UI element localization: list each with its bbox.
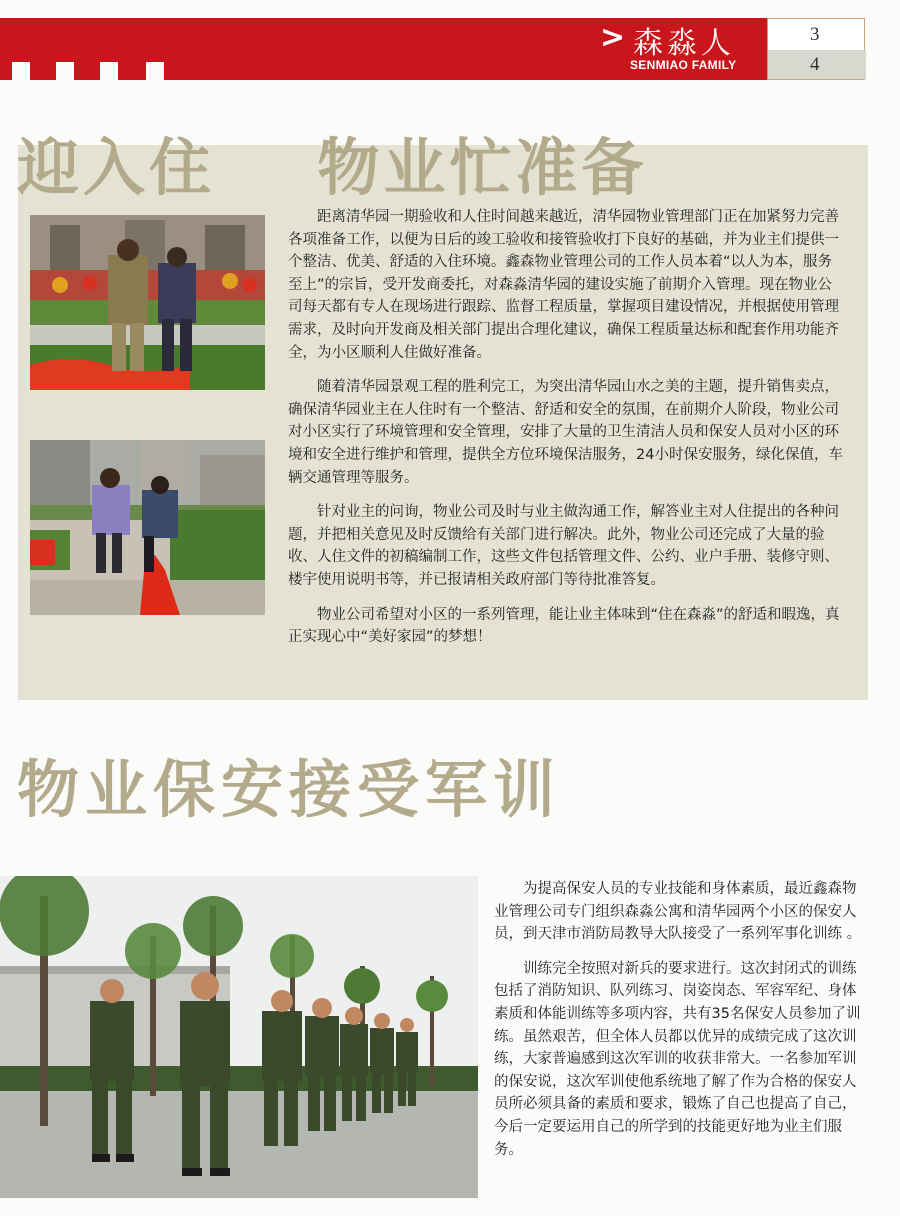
article2-paragraph: 训练完全按照对新兵的要求进行。这次封闭式的训练包括了消防知识、队列练习、岗姿岗态、军容军纪、身体素质和体能训练等多项内容，共有35名保安人员参加了训练。虽然艰苦，但全体人员都以优异的成绩完成了这次训练，大家普遍感到这次军训的收获非常大。一名参加军训的保安说，这次军训使他系统地了解了作为合格的保安人员所必须具备的素质和要求，锻炼了自己也提高了自己，今后一定要运用自己的所学到的技能更好地为业主们服务。: [494, 960, 861, 1158]
header-notches: [0, 62, 200, 82]
article1-title: 迎入住 物业忙准备: [17, 131, 648, 204]
page-number-right: 4: [768, 50, 866, 79]
header-arrow-icon: >: [600, 20, 626, 55]
magazine-subtitle: SENMIAO FAMILY: [630, 58, 737, 72]
article1-body: [288, 206, 843, 661]
article1-paragraph: 随着清华园景观工程的胜利完工，为突出清华园山水之美的主题，提升销售卖点，确保清华园业主在人住时有一个整洁、舒适和安全的氛围，在前期介人阶段，物业公司对小区实行了环境管理和安全管理，安排了大量的卫生清洁人员和保安人员对小区的环境和安全进行维护和管理，提供全方位环境保洁服务，24小时保安服务，绿化保值，车辆交通管理等服务。: [288, 379, 843, 486]
magazine-title: 森淼人: [633, 26, 735, 61]
article2-body: [494, 878, 869, 1173]
photo-security-training: [0, 876, 478, 1198]
article1-paragraph: 针对业主的问询，物业公司及时与业主做沟通工作，解答业主对人住提出的各种问题，并把相关意见及时反馈给有关部门进行解决。此外，物业公司还完成了大量的验收、人住文件的初稿编制工作，这些文件包括管理文件、公约、业户手册、装修守则、楼宇使用说明书等，并已报请相关政府部门等待批准答复。: [288, 504, 839, 588]
photo-workers-measuring: [30, 215, 265, 390]
page-number-box: [767, 18, 865, 80]
page-number-left: 3: [810, 24, 820, 45]
photo-workers-planting: [30, 440, 265, 615]
article1-paragraph: 距离清华园一期验收和人住时间越来越近，清华园物业管理部门正在加紧努力完善各项准备工作，以便为日后的竣工验收和接管验收打下良好的基础，并为业主们提供一个整洁、优美、舒适的入住环境。鑫森物业管理公司的工作人员本着“以人为本，服务至上”的宗旨，受开发商委托，对森淼清华园的建设实施了前期介入管理。现在物业公司每天都有专人在现场进行跟踪、监督工程质量，掌握项目建设情况，并根据使用管理需求，及时向开发商及相关部门提出合理化建议，确保工程质量达标和配套作用功能齐全，为小区顺利人住做好准备。: [288, 209, 839, 361]
article1-paragraph: 物业公司希望对小区的一系列管理，能让业主体味到“住在森淼”的舒适和暇逸，真正实现心中“美好家园”的梦想！: [288, 606, 840, 646]
article2-paragraph: 为提高保安人员的专业技能和身体素质，最近鑫森物业管理公司专门组织森淼公寓和清华园两个小区的保安人员，到天津市消防局教导大队接受了一系列军事化训练 。: [494, 881, 862, 943]
article2-title: 物业保安接受军训: [17, 753, 562, 826]
